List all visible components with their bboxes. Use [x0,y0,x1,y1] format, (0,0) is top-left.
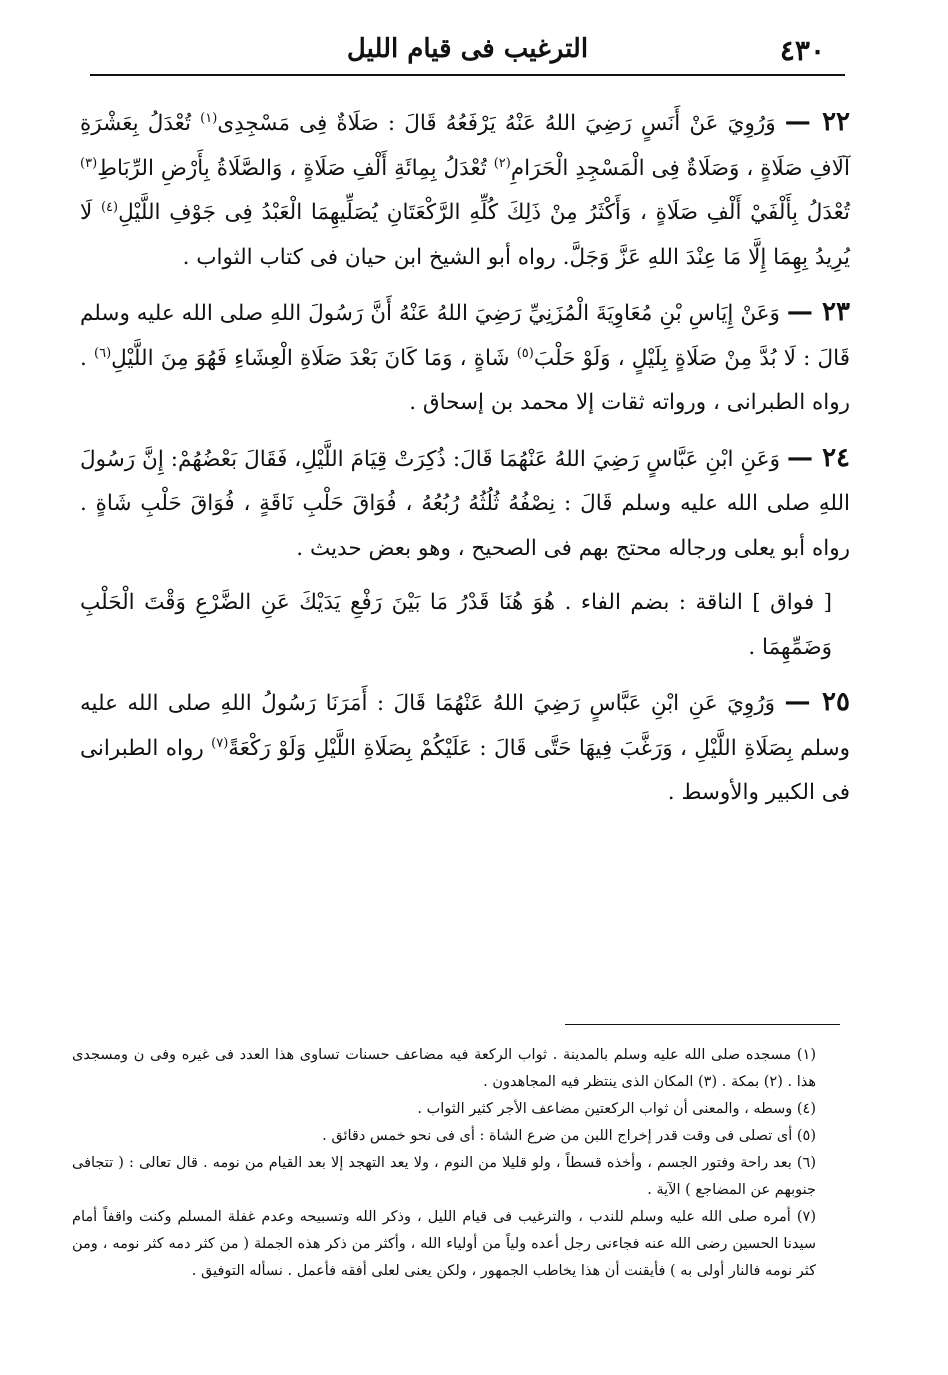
hadith-text: لَا يُرِيدُ بِهِمَا إِلَّا مَا عِنْدَ اللهِ عَزَّ وَجَلَّ. رواه أبو الشيخ ابن حيان فى كتاب الثواب . [80,200,850,270]
footnotes [72,1042,844,1285]
running-header [90,28,845,76]
footnote-ref: (٤) [100,199,119,215]
hadith-number: ٢٣ — [786,297,850,327]
running-title: الترغيب فى قيام الليل [346,34,589,64]
footnote-ref: (٧) [211,735,229,751]
footnote: (٥) أى تصلى فى وقت قدر إخراج اللبن من ضرع الشاة : أى فى نحو خمس دقائق . [322,1128,816,1144]
hadith-text: تُعْدَلُ بِأَلْفَيْ أَلْفِ صَلَاةٍ ، وَأَكْثَرُ مِنْ ذَلِكَ كُلِّهِ الرَّكْعَتَانِ يُصَلِّيهِمَا الْعَبْدُ فِى جَوْفِ اللَّيْلِ [118,200,850,225]
hadith-text: تُعْدَلُ بِعَشْرَةِ آلَافِ صَلَاةٍ ، وَصَلَاةٌ فِى الْمَسْجِدِ الْحَرَامِ [80,111,850,181]
hadith-text: وَرُوِيَ عَنِ ابْنِ عَبَّاسٍ رَضِيَ اللهُ عَنْهُمَا قَالَ : أَمَرَنَا رَسُولُ اللهِ صلى الله عليه وسلم بِصَلَاةِ اللَّيْلِ ، وَرَغَّبَ فِيهَا حَتَّى قَالَ : عَلَيْكُمْ بِصَلَاةِ اللَّيْلِ وَلَوْ رَكْعَةً [80,691,850,761]
footnote-ref: (١) [200,110,218,126]
footnote-ref: (٣) [80,155,98,171]
hadith-text: شَاةٍ ، وَمَا كَانَ بَعْدَ صَلَاةِ الْعِشَاءِ فَهُوَ مِنَ اللَّيْلِ [111,345,510,371]
hadith-24 [80,436,850,572]
hadith-text: تُعْدَلُ بِمِائَةِ أَلْفِ صَلَاةٍ ، وَالصَّلَاةُ بِأَرْضِ الرِّبَاطِ [97,155,487,181]
hadith-text: رواه الطبرانى فى الكبير والأوسط . [80,735,850,805]
footnote: (٦) بعد راحة وفتور الجسم ، وأخذه قسطاً ، ولو قليلا من النوم ، ولا يعد التهجد إلا بعد القيام من نومه . قال تعالى : ( تتجافى جنوبهم عن المضاجع ) الآية . [72,1155,816,1198]
hadith-number: ٢٢ — [784,107,851,137]
gloss-note: [ فواق ] الناقة : بضم الفاء . هُوَ هُنَا قَدْرُ مَا بَيْنَ رَفْعِ يَدَيْكَ عَنِ الضَّرْعِ وَقْتَ الْحَلْبِ وَضَمِّهِمَا . [80,590,832,660]
hadith-25 [80,680,850,816]
footnote-ref: (٦) [94,345,112,361]
hadith-text: وَرُوِيَ عَنْ أَنَسٍ رَضِيَ اللهُ عَنْهُ يَرْفَعُهُ قَالَ : صَلَاةٌ فِى مَسْجِدِى [217,111,776,136]
hadith-text: . رواه الطبرانى ، ورواته ثقات إلا محمد بن إسحاق . [80,345,850,415]
page-number: ٤٣٠ [779,34,825,67]
footnote-ref: (٥) [516,345,534,361]
footnote: (١) مسجده صلى الله عليه وسلم بالمدينة . ثواب الركعة فيه مضاعف حسنات تساوى هذا العدد فى غيره وفى ن ومسجدى هذا . (٢) بمكة . (٣) المكان الذى ينتظر فيه المجاهدون . [72,1047,816,1090]
footnote-ref: (٢) [493,155,511,171]
hadith-number: ٢٤ — [786,442,850,473]
footnote: (٧) أمره صلى الله عليه وسلم للندب ، والترغيب فى قيام الليل ، وذكر الله وتسبيحه وعدم غفلة المسلم وكنت واقفاً أمام سيدنا الحسين رضى الله عنه فجاءنى رجل أعده ولياً من أولياء الله ، وأكثر من ذكر هذه الجملة ( من كثر دمه كثر نومه ، ومن كثر نومه فالنار أولى به ) فأيقنت أن هذا يخاطب الجمهور ، ولكن يعنى لعلى أفقه فأعمل . نسأله التوفيق . [72,1209,816,1279]
hadith-number: ٢٥ — [784,687,850,717]
footnote-separator [565,1024,840,1025]
hadith-text: وَعَنِ ابْنِ عَبَّاسٍ رَضِيَ اللهُ عَنْهُمَا قَالَ: ذُكِرَتْ قِيَامَ اللَّيْلِ، فَقَالَ بَعْضُهُمْ: إِنَّ رَسُولَ اللهِ صلى الله عليه وسلم قَالَ : نِصْفُهُ ثُلُثُهُ رُبُعُهُ ، فُوَاقَ حَلْبِ نَاقَةٍ ، فُوَاقَ حَلْبِ شَاةٍ . رواه أبو يعلى ورجاله محتج بهم فى الصحيح ، وهو بعض حديث . [80,446,850,561]
main-text [80,100,850,826]
hadith-text: وَعَنْ إِيَاسِ بْنِ مُعَاوِيَةَ الْمُزَنِيِّ رَضِيَ اللهُ عَنْهُ أَنَّ رَسُولَ اللهِ صلى الله عليه وسلم قَالَ : لَا بُدَّ مِنْ صَلَاةٍ بِلَيْلٍ ، وَلَوْ حَلْبَ [80,301,850,371]
hadith-22 [80,100,850,280]
footnote: (٤) وسطه ، والمعنى أن ثواب الركعتين مضاعف الأجر كثير الثواب . [417,1101,816,1117]
hadith-23 [80,290,850,426]
